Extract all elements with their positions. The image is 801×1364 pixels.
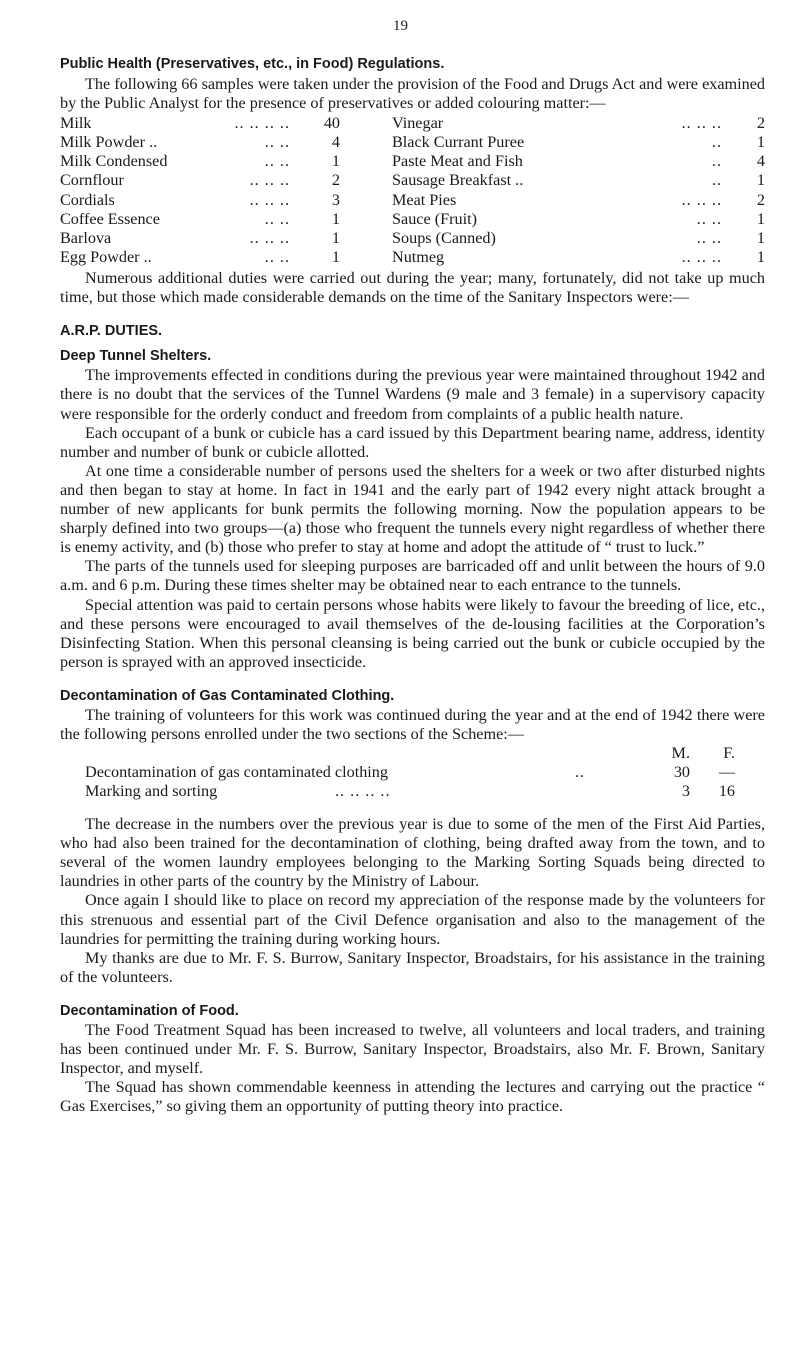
leader-dots: .. .. ..	[249, 190, 290, 209]
sample-count: 1	[331, 209, 340, 228]
leader-dots: .. .. ..	[681, 247, 722, 266]
sample-name: Milk	[60, 114, 95, 132]
page-number: 19	[393, 18, 408, 34]
female-count: —	[718, 763, 735, 782]
gas-paragraph: The decrease in the numbers over the previous year is due to some of the men of the First Aid Parties, who had also been trained for the decontamination of clothing, being drafted away from the town, and to several of the women laundry employees belonging to the Marking Sorting Squads being directed to laundries in other parts of the country by the Ministry of Labour.	[60, 815, 765, 891]
page-content	[60, 55, 765, 1116]
leader-dots: ..	[711, 171, 722, 190]
sample-row	[60, 133, 370, 152]
tunnel-paragraph: The parts of the tunnels used for sleeping purposes are barricaded off and unlit between the hours of 9.0 a.m. and 6 p.m. During these times shelter may be obtained near to each entrance to the tunnels.	[60, 557, 765, 595]
leader-dots: ..	[711, 133, 722, 152]
leader-dots: .. .. ..	[681, 190, 722, 209]
samples-column-left	[60, 114, 370, 267]
sample-row	[392, 152, 765, 171]
heading-gas-clothing: Decontamination of Gas Contaminated Clothing.	[60, 687, 395, 704]
sample-count: 4	[756, 152, 765, 171]
tunnel-paragraph: The improvements effected in conditions during the previous year were maintained throughout 1942 and there is no doubt that the services of the Tunnel Wardens (9 male and 3 female) in a supervisory capacity were responsible for the orderly conduct and freedom from complaints of a public health nature.	[60, 366, 765, 423]
male-count: 30	[673, 763, 690, 782]
gas-paragraph: My thanks are due to Mr. F. S. Burrow, Sanitary Inspector, Broadstairs, for his assistance in the training of the volunteers.	[60, 948, 765, 986]
leader-dots: .. ..	[264, 152, 290, 171]
sample-count: 1	[756, 228, 765, 247]
sample-row	[60, 248, 370, 267]
sample-name: Milk Condensed	[60, 152, 171, 170]
volunteer-table-header	[60, 744, 765, 763]
male-count: 3	[681, 782, 690, 801]
gas-intro-paragraph: The training of volunteers for this work was continued during the year and at the end of 1942 there were the following persons enrolled under the two sections of the Scheme:—	[60, 705, 765, 743]
sample-row	[60, 152, 370, 171]
sample-count: 1	[331, 228, 340, 247]
leader-dots: .. .. .. ..	[335, 782, 391, 801]
leader-dots: .. ..	[696, 228, 722, 247]
leader-dots: .. .. ..	[681, 114, 722, 133]
leader-dots: .. ..	[264, 133, 290, 152]
sample-row	[392, 114, 765, 133]
sample-row	[392, 210, 765, 229]
tunnel-paragraph: Each occupant of a bunk or cubicle has a card issued by this Department bearing name, address, identity number and number of bunk or cubicle allotted.	[60, 423, 765, 461]
sample-name: Nutmeg	[392, 248, 448, 266]
sample-count: 2	[756, 190, 765, 209]
leader-dots: ..	[575, 763, 586, 782]
sample-count: 1	[756, 247, 765, 266]
sample-row	[60, 229, 370, 248]
column-header-female: F.	[723, 744, 735, 763]
leader-dots: ..	[711, 152, 722, 171]
additional-duties-paragraph: Numerous additional duties were carried out during the year; many, fortunately, did not take up much time, but those which made considerable demands on the time of the Sanitary Inspectors were:—	[60, 269, 765, 307]
food-paragraph: The Squad has shown commendable keenness in attending the lectures and carrying out the practice “ Gas Exercises,” so giving them an opportunity of putting theory into practice.	[60, 1078, 765, 1116]
sample-count: 3	[331, 190, 340, 209]
sample-count: 1	[756, 133, 765, 152]
sample-row	[60, 114, 370, 133]
sample-name: Meat Pies	[392, 191, 460, 209]
sample-count: 1	[331, 152, 340, 171]
leader-dots: .. ..	[696, 209, 722, 228]
sample-name: Soups (Canned)	[392, 229, 500, 247]
row-label: Marking and sorting	[85, 782, 218, 801]
volunteer-table-row	[60, 782, 765, 801]
sample-row	[60, 210, 370, 229]
food-paragraph: The Food Treatment Squad has been increased to twelve, all volunteers and local traders, and training has been continued under Mr. F. S. Burrow, Sanitary Inspector, Broadstairs, also Mr. F. Brown, Sanitary Inspector, and myself.	[60, 1020, 765, 1078]
sample-row	[392, 191, 765, 210]
sample-row	[60, 171, 370, 190]
sample-row	[60, 191, 370, 210]
samples-intro: The following 66 samples were taken under the provision of the Food and Drugs Act and were examined by the Public Analyst for the presence of preservatives or added colouring matter:—	[60, 75, 765, 113]
samples-list	[60, 114, 765, 268]
sample-row	[392, 133, 765, 152]
sample-name: Vinegar	[392, 114, 447, 132]
leader-dots: .. ..	[264, 209, 290, 228]
female-count: 16	[718, 782, 735, 801]
sample-name: Coffee Essence	[60, 210, 164, 228]
heading-decontamination-food: Decontamination of Food.	[60, 1002, 239, 1019]
sample-name: Cornflour	[60, 171, 128, 189]
tunnel-paragraph: At one time a considerable number of persons used the shelters for a week or two after disturbed nights and then began to stay at home. In fact in 1941 and the early part of 1942 every night attack brought a number of new applicants for bunk permits the following morning. Now the population appears to be sharply defined into two groups—(a) those who frequent the tunnels every night regardless of whether there is enemy activity, and (b) those who prefer to stay at home and adopt the attitude of “ trust to luck.”	[60, 461, 765, 557]
sample-name: Milk Powder ..	[60, 133, 161, 151]
sample-name: Barlova	[60, 229, 115, 247]
column-header-male: M.	[671, 744, 690, 763]
heading-preservatives: Public Health (Preservatives, etc., in Food) Regulations.	[60, 56, 445, 72]
tunnel-paragraph: Special attention was paid to certain persons whose habits were likely to favour the breeding of lice, etc., and these persons were encouraged to avail themselves of the de-lousing facilities at the Corporation’s Disinfecting Station. When this personal cleansing is being carried out the bunk or cubicle occupied by the person is sprayed with an approved insecticide.	[60, 595, 765, 671]
sample-name: Egg Powder ..	[60, 248, 156, 266]
leader-dots: .. ..	[264, 247, 290, 266]
sample-count: 2	[756, 114, 765, 133]
sample-count: 2	[331, 171, 340, 190]
sample-count: 40	[323, 114, 340, 133]
heading-arp-duties: A.R.P. DUTIES.	[60, 323, 163, 340]
sample-row	[392, 248, 765, 267]
leader-dots: .. .. ..	[249, 171, 290, 190]
sample-row	[392, 171, 765, 190]
leader-dots: .. .. .. ..	[234, 114, 290, 133]
volunteer-table	[60, 744, 765, 801]
sample-name: Paste Meat and Fish	[392, 152, 527, 170]
volunteer-table-row	[60, 763, 765, 782]
sample-name: Sausage Breakfast ..	[392, 171, 527, 189]
gas-paragraph: Once again I should like to place on record my appreciation of the response made by the volunteers for this strenuous and essential part of the Civil Defence organisation and also to the management of the laundries for permitting the training during working hours.	[60, 891, 765, 948]
sample-name: Black Currant Puree	[392, 133, 528, 151]
leader-dots: .. .. ..	[249, 228, 290, 247]
sample-name: Sauce (Fruit)	[392, 210, 481, 228]
sample-count: 1	[756, 171, 765, 190]
sample-row	[392, 229, 765, 248]
row-label: Decontamination of gas contaminated clothing	[85, 763, 388, 782]
samples-column-right	[392, 114, 765, 267]
sample-count: 1	[756, 209, 765, 228]
sample-name: Cordials	[60, 191, 119, 209]
sample-count: 4	[331, 133, 340, 152]
sample-count: 1	[331, 247, 340, 266]
heading-deep-tunnel-shelters: Deep Tunnel Shelters.	[60, 348, 212, 365]
